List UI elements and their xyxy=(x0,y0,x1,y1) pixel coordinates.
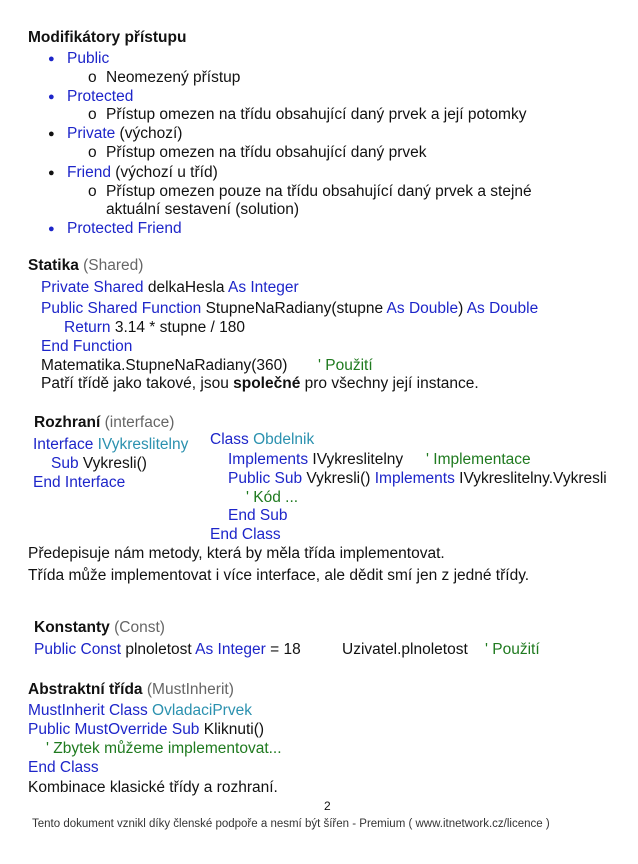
friend-note: (výchozí u tříd) xyxy=(110,164,218,181)
identifier: Vykresli() xyxy=(302,470,375,487)
private-note: (výchozí) xyxy=(115,125,183,142)
identifier: Vykresli() xyxy=(78,455,147,472)
access-heading: Modifikátory přístupu xyxy=(28,29,187,46)
bullet-public: ● Public xyxy=(67,50,109,68)
keyword: Implements xyxy=(374,470,455,487)
text: Patří třídě jako takové, jsou xyxy=(41,375,234,392)
identifier: IVykreslitelny.Vykresli xyxy=(454,470,607,487)
abstraktni-code-line2 xyxy=(28,721,264,739)
value: = 18 xyxy=(265,641,301,658)
public-description: o Neomezený přístup xyxy=(106,69,240,87)
punctuation: ) xyxy=(458,300,467,317)
keyword: Class xyxy=(210,431,249,448)
type-name: Obdelnik xyxy=(248,431,315,448)
abstraktni-note: (MustInherit) xyxy=(142,681,234,698)
rozhrani-title: Rozhraní xyxy=(34,414,101,431)
identifier: StupneNaRadiany(stupne xyxy=(201,300,387,317)
keyword: As Integer xyxy=(195,641,266,658)
keyword: Public Sub xyxy=(228,470,303,487)
expression: 3.14 * stupne / 180 xyxy=(110,319,245,336)
statika-code-line1 xyxy=(41,279,299,297)
friend-description-line2: aktuální sestavení (solution) xyxy=(106,201,299,218)
rozhrani-description-1: Předepisuje nám metody, která by měla třída implementovat. xyxy=(28,545,445,562)
bullet-protected: ● Protected xyxy=(67,88,133,106)
bullet-protected-friend: ● Protected Friend xyxy=(67,220,182,238)
konstanty-usage: Uzivatel.plnoletost xyxy=(342,641,468,658)
keyword: Public MustOverride Sub xyxy=(28,721,200,738)
konstanty-usage-comment: ' Použití xyxy=(485,641,540,658)
abstraktni-title: Abstraktní třída xyxy=(28,681,143,698)
statika-usage-code: Matematika.StupneNaRadiany(360) xyxy=(41,357,288,374)
keyword: As Double xyxy=(466,300,539,317)
interface-code-line3: End Interface xyxy=(33,474,126,491)
identifier: Kliknuti() xyxy=(199,721,265,738)
rozhrani-heading xyxy=(34,414,174,432)
class-code-line4: ' Kód ... xyxy=(246,489,299,506)
keyword: Implements xyxy=(228,451,309,468)
interface-code-line2 xyxy=(51,455,147,473)
interface-code-line1 xyxy=(33,436,188,454)
private-keyword: Private xyxy=(67,125,116,142)
bullet-friend xyxy=(67,164,218,182)
statika-code-line3 xyxy=(64,319,245,337)
protected-description: o Přístup omezen na třídu obsahující daný prvek a její potomky xyxy=(106,106,526,124)
konstanty-title: Konstanty xyxy=(34,619,110,636)
rozhrani-description-2: Třída může implementovat i více interface, ale dědit smí jen z jedné třídy. xyxy=(28,567,530,584)
bullet-private xyxy=(67,125,182,143)
type-name: IVykreslitelny xyxy=(93,436,189,453)
private-description: o Přístup omezen na třídu obsahující daný prvek xyxy=(106,144,427,162)
footer-notice: Tento dokument vznikl díky členské podpoře a nesmí být šířen - Premium ( www.itnetwork.cz/licence ) xyxy=(32,818,550,830)
statika-description xyxy=(41,375,479,393)
keyword: Sub xyxy=(51,455,79,472)
page-number: 2 xyxy=(324,799,331,813)
konstanty-note: (Const) xyxy=(109,619,165,636)
abstraktni-code-line1 xyxy=(28,702,252,720)
konstanty-heading xyxy=(34,619,165,637)
keyword: Private Shared xyxy=(41,279,144,296)
friend-description-line1: o Přístup omezen pouze na třídu obsahující daný prvek a stejné xyxy=(106,183,532,201)
keyword: Public Shared Function xyxy=(41,300,202,317)
type-name: OvladaciPrvek xyxy=(147,702,252,719)
keyword: Return xyxy=(64,319,111,336)
statika-title: Statika xyxy=(28,257,79,274)
emphasis: společné xyxy=(233,375,301,392)
statika-code-line4: End Function xyxy=(41,338,133,355)
identifier: delkaHesla xyxy=(143,279,228,296)
keyword: MustInherit Class xyxy=(28,702,148,719)
class-code-line3 xyxy=(228,470,607,488)
class-code-line6: End Class xyxy=(210,526,281,543)
abstraktni-description: Kombinace klasické třídy a rozhraní. xyxy=(28,779,278,796)
keyword: Interface xyxy=(33,436,94,453)
class-code-line5: End Sub xyxy=(228,507,288,524)
identifier: IVykreslitelny xyxy=(308,451,404,468)
class-code-line2 xyxy=(228,451,403,469)
abstraktni-code-line3: ' Zbytek můžeme implementovat... xyxy=(46,740,282,757)
abstraktni-heading xyxy=(28,681,234,699)
statika-heading xyxy=(28,257,143,275)
rozhrani-note: (interface) xyxy=(100,414,175,431)
keyword: As Integer xyxy=(227,279,299,296)
identifier: plnoletost xyxy=(121,641,196,658)
statika-note: (Shared) xyxy=(78,257,144,274)
konstanty-code xyxy=(34,641,301,659)
text: pro všechny její instance. xyxy=(300,375,479,392)
keyword: Public Const xyxy=(34,641,122,658)
statika-code-line2 xyxy=(41,300,538,318)
keyword: As Double xyxy=(386,300,459,317)
class-code-line1 xyxy=(210,431,314,449)
statika-usage-comment: ' Použití xyxy=(318,357,373,374)
abstraktni-code-line4: End Class xyxy=(28,759,99,776)
class-code-line2-comment: ' Implementace xyxy=(426,451,531,468)
friend-keyword: Friend xyxy=(67,164,111,181)
